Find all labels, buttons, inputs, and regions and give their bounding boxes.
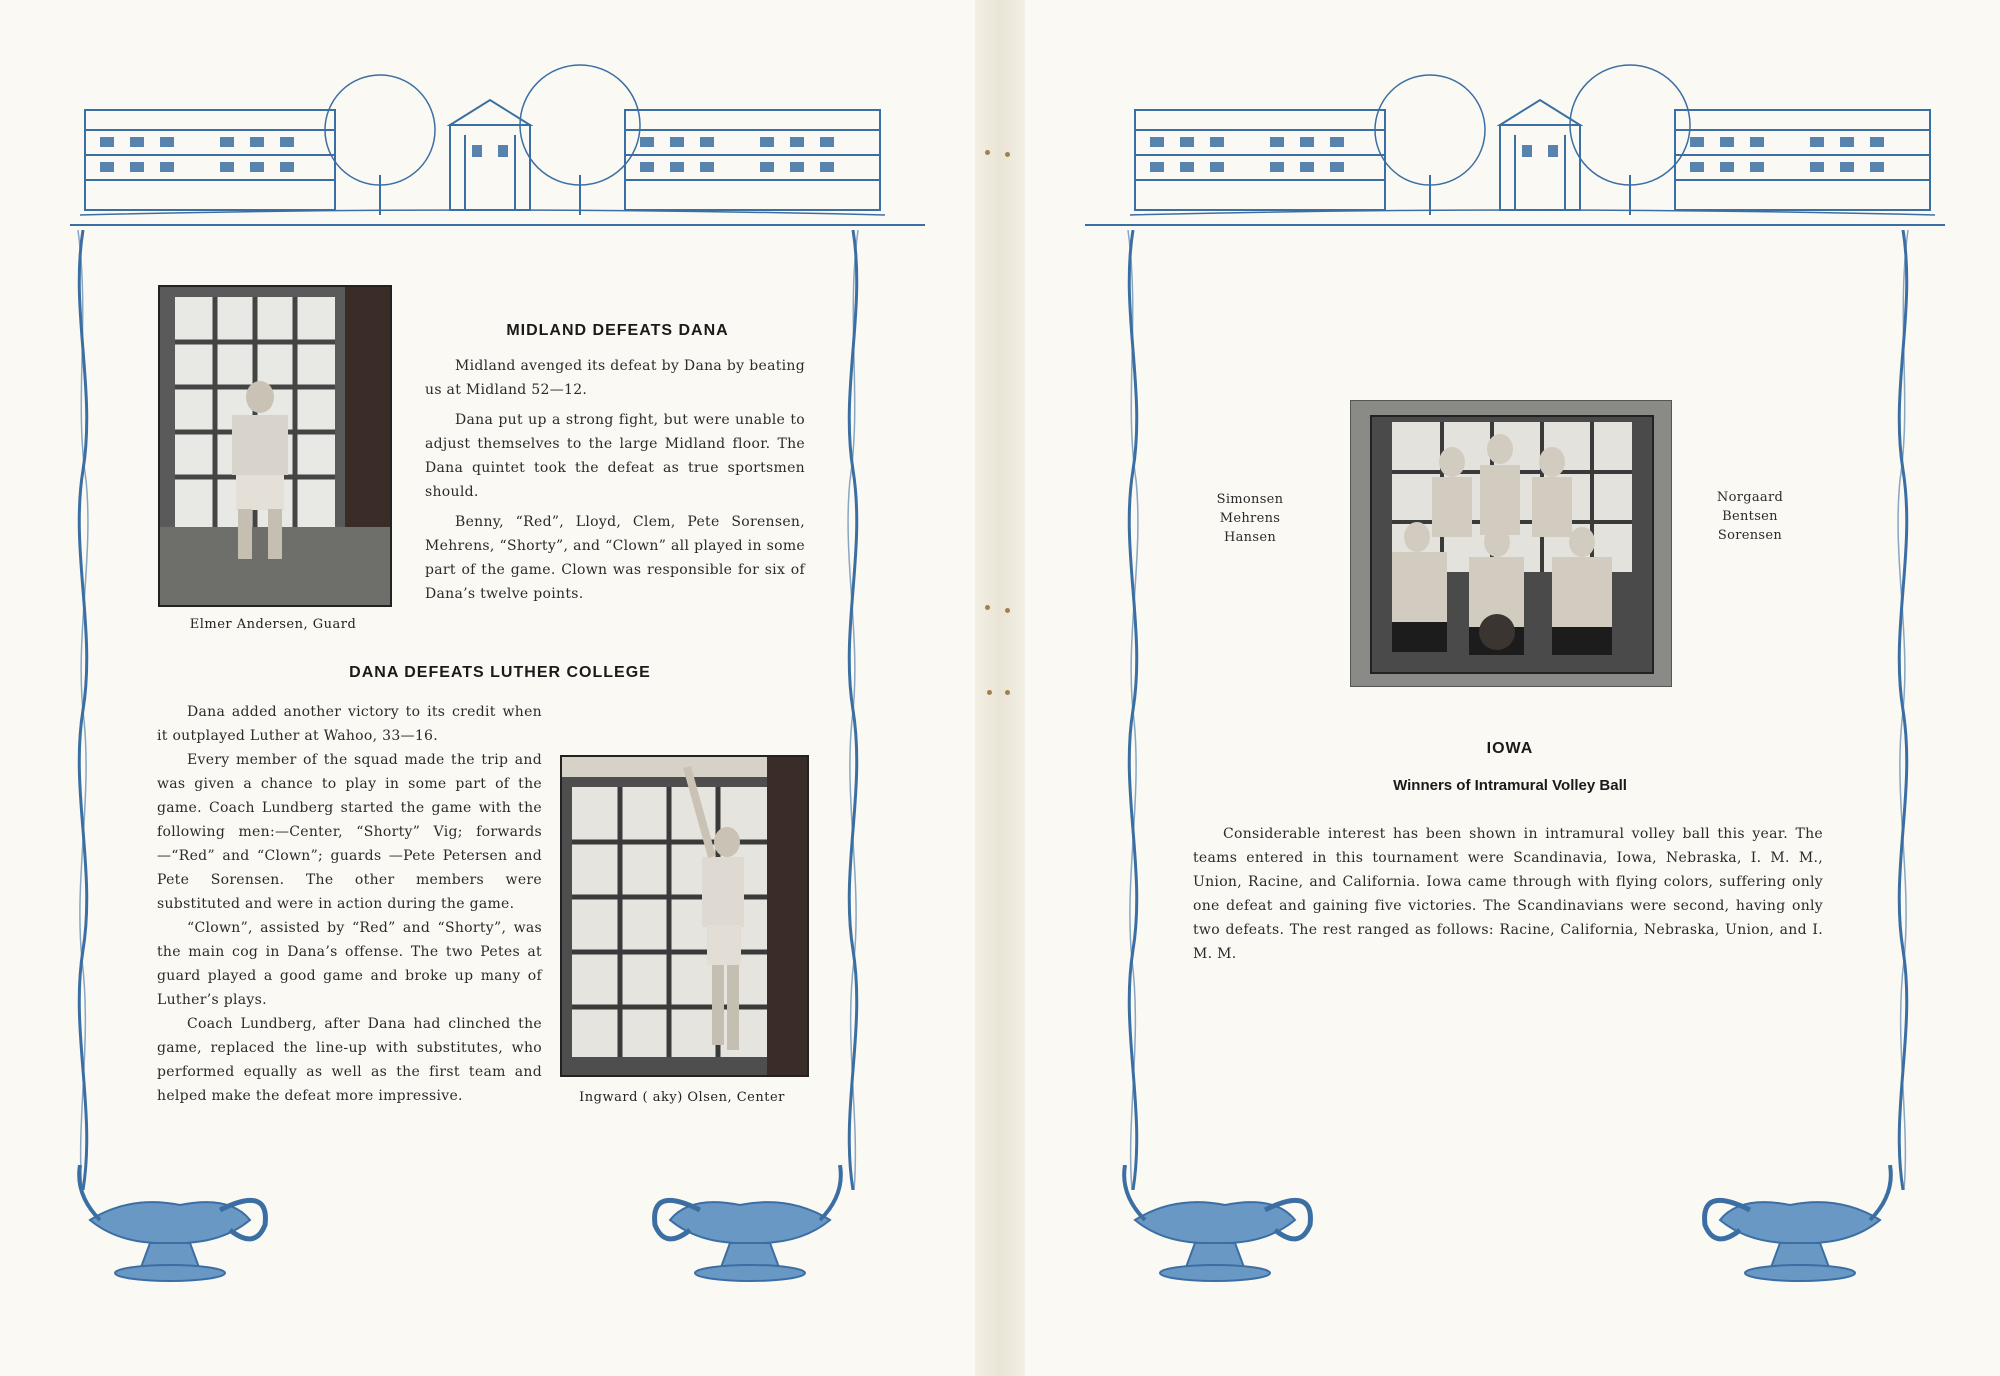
oil-lamp-ornament-right bbox=[640, 1165, 850, 1289]
oil-lamp-ornament-left bbox=[70, 1165, 280, 1289]
left-page bbox=[0, 0, 985, 1376]
article-heading-luther: DANA DEFEATS LUTHER COLLEGE bbox=[349, 664, 651, 681]
oil-lamp-ornament-right bbox=[1690, 1165, 1900, 1289]
vine-border-left bbox=[1120, 230, 1146, 1190]
paragraph: Every member of the squad made the trip and was given a chance to play in some part of the game. Coach Lundberg started the game with the following men:—Center, “Shorty” Vig; forwards—“Red” and “Clown”; guards —Pete Petersen and Pete Sorensen. The other members were substituted and were in action during the game. bbox=[157, 752, 542, 912]
article-heading-midland: MIDLAND DEFEATS DANA bbox=[506, 322, 729, 339]
player-name: Norgaard bbox=[1716, 490, 1784, 505]
paragraph: “Clown”, assisted by “Red” and “Shorty”, was the main cog in Dana’s offense. The two Petes at guard played a good game and broke up many of Luther’s plays. bbox=[157, 920, 542, 1008]
names-right-column bbox=[1655, 488, 1845, 545]
paragraph: Dana added another victory to its credit when it outplayed Luther at Wahoo, 33—16. bbox=[157, 704, 542, 744]
photo-caption-elmer: Elmer Andersen, Guard bbox=[189, 617, 357, 632]
article-subheading-iowa: Winners of Intramural Volley Ball bbox=[1393, 777, 1627, 794]
vine-border-right bbox=[1890, 230, 1916, 1190]
oil-lamp-ornament-left bbox=[1115, 1165, 1325, 1289]
paragraph: Considerable interest has been shown in intramural volley ball this year. The teams entered in this tournament were Scandinavia, Iowa, Nebraska, I. M. M., Union, Racine, and California. Iowa came through with flying colors, suffering only one defeat and gaining five victories. The Scandinavians were second, having only two defeats. The rest ranged as follows: Racine, California, Nebraska, Union, and I. M. M. bbox=[1193, 826, 1823, 962]
player-name: Hansen bbox=[1224, 530, 1276, 545]
header-rule-left bbox=[70, 224, 925, 226]
article-body-iowa bbox=[1193, 822, 1823, 966]
article-heading-iowa: IOWA bbox=[1486, 740, 1534, 757]
player-name: Mehrens bbox=[1219, 511, 1281, 526]
photo-caption-ingward: Ingward ( aky) Olsen, Center bbox=[579, 1090, 785, 1105]
campus-building-illustration-left bbox=[80, 55, 885, 220]
campus-building-illustration-right bbox=[1130, 55, 1935, 220]
vine-border-right bbox=[840, 230, 866, 1190]
photo-elmer-andersen bbox=[158, 285, 392, 607]
article-body-midland bbox=[425, 354, 805, 606]
paragraph: Benny, “Red”, Lloyd, Clem, Pete Sorensen, Mehrens, “Shorty”, and “Clown” all played in some part of the game. Clown was responsible for six of Dana’s twelve points. bbox=[425, 514, 805, 602]
header-rule-right bbox=[1085, 224, 1945, 226]
paragraph: Dana put up a strong fight, but were unable to adjust themselves to the large Midland floor. The Dana quintet took the defeat as true sportsmen should. bbox=[425, 412, 805, 500]
names-left-column bbox=[1195, 490, 1305, 547]
photo-iowa-volleyball-team bbox=[1370, 415, 1654, 674]
player-name: Simonsen bbox=[1216, 492, 1284, 507]
vine-border-left bbox=[70, 230, 96, 1190]
paragraph: Midland avenged its defeat by Dana by beating us at Midland 52—12. bbox=[425, 358, 805, 398]
article-body-luther bbox=[157, 700, 542, 1108]
player-name: Bentsen bbox=[1722, 509, 1778, 524]
paragraph: Coach Lundberg, after Dana had clinched the game, replaced the line-up with substitutes, who performed equally as well as the first team and helped make the defeat more impressive. bbox=[157, 1016, 542, 1104]
player-name: Sorensen bbox=[1717, 528, 1783, 543]
right-page bbox=[1015, 0, 2000, 1376]
photo-ingward-olsen bbox=[560, 755, 809, 1077]
